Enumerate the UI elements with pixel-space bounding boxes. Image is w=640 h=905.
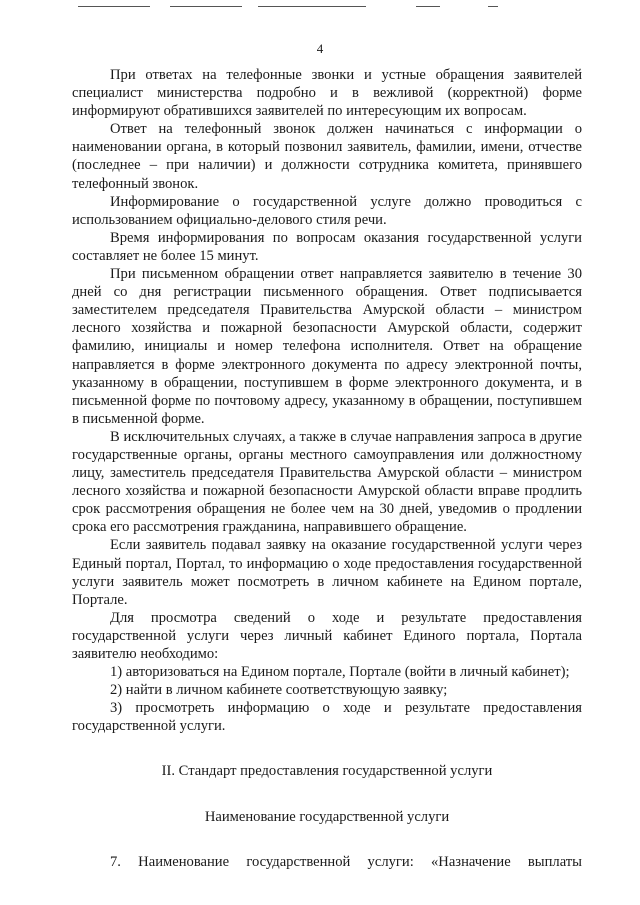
scan-artifact-marks — [0, 6, 640, 10]
paragraph: При письменном обращении ответ направляется заявителю в течение 30 дней со дня регистрации письменного обращения. Ответ подписывается заместителем председателя Правительства Амурской области – министром лесного хозяйства и пожарной безопасности Амурской области, содержит фамилию, инициалы и номер телефона исполнителя. Ответ на обращение направляется в форме электронного документа по адресу электронной почты, указанному в обращении, поступившем в форме электронного документа, и в письменной форме по почтовому адресу, указанному в обращении, поступившем в письменной форме. — [72, 266, 582, 427]
paragraph: Если заявитель подавал заявку на оказание государственной услуги через Единый портал, Портал, то информацию о ходе предоставления государственной услуги заявитель может посмотреть в личном кабинете на Едином портале, Портале. — [72, 537, 582, 608]
subsection-heading: Наименование государственной услуги — [204, 808, 450, 825]
scan-mark — [170, 6, 242, 7]
scan-mark — [416, 6, 440, 7]
scan-mark — [488, 6, 498, 7]
paragraph: Время информирования по вопросам оказания государственной услуги составляет не более 15 минут. — [72, 229, 582, 264]
scan-mark — [258, 6, 366, 7]
list-item: 1) авторизоваться на Едином портале, Портале (войти в личный кабинет); — [110, 664, 570, 681]
paragraph: Для просмотра сведений о ходе и результате предоставления государственной услуги через личный кабинет Единого портала, Портала заявителю необходимо: — [72, 609, 582, 662]
paragraph: Информирование о государственной услуге должно проводиться с использованием официально-делового стиля речи. — [72, 193, 582, 228]
page-number: 4 — [316, 41, 324, 56]
document-body — [72, 66, 582, 871]
steps-list — [72, 663, 582, 735]
section-heading: II. Стандарт предоставления государственной услуги — [161, 763, 493, 780]
list-item: 3) просмотреть информацию о ходе и результате предоставления государственной услуги. — [72, 700, 582, 735]
list-item: 2) найти в личном кабинете соответствующую заявку; — [110, 682, 448, 699]
paragraph: При ответах на телефонные звонки и устные обращения заявителей специалист министерства подробно и в вежливой (корректной) форме информируют обратившихся заявителей по интересующим их вопросам. — [72, 67, 582, 120]
paragraph: Ответ на телефонный звонок должен начинаться с информации о наименовании органа, в который позвонил заявитель, фамилии, имени, отчестве (последнее – при наличии) и должности сотрудника комитета, принявшего телефонный звонок. — [72, 121, 582, 192]
item-7-paragraph: 7. Наименование государственной услуги: «Назначение выплаты — [110, 853, 582, 870]
paragraph: В исключительных случаях, а также в случае направления запроса в другие государственные органы, органы местного самоуправления или должностному лицу, заместитель председателя Правительства Амурской области – министром лесного хозяйства и пожарной безопасности Амурской области вправе продлить срок рассмотрения обращения не более чем на 30 дней, уведомив о продлении срока его рассмотрения гражданина, направившего обращение. — [72, 428, 582, 536]
scan-mark — [78, 6, 150, 7]
